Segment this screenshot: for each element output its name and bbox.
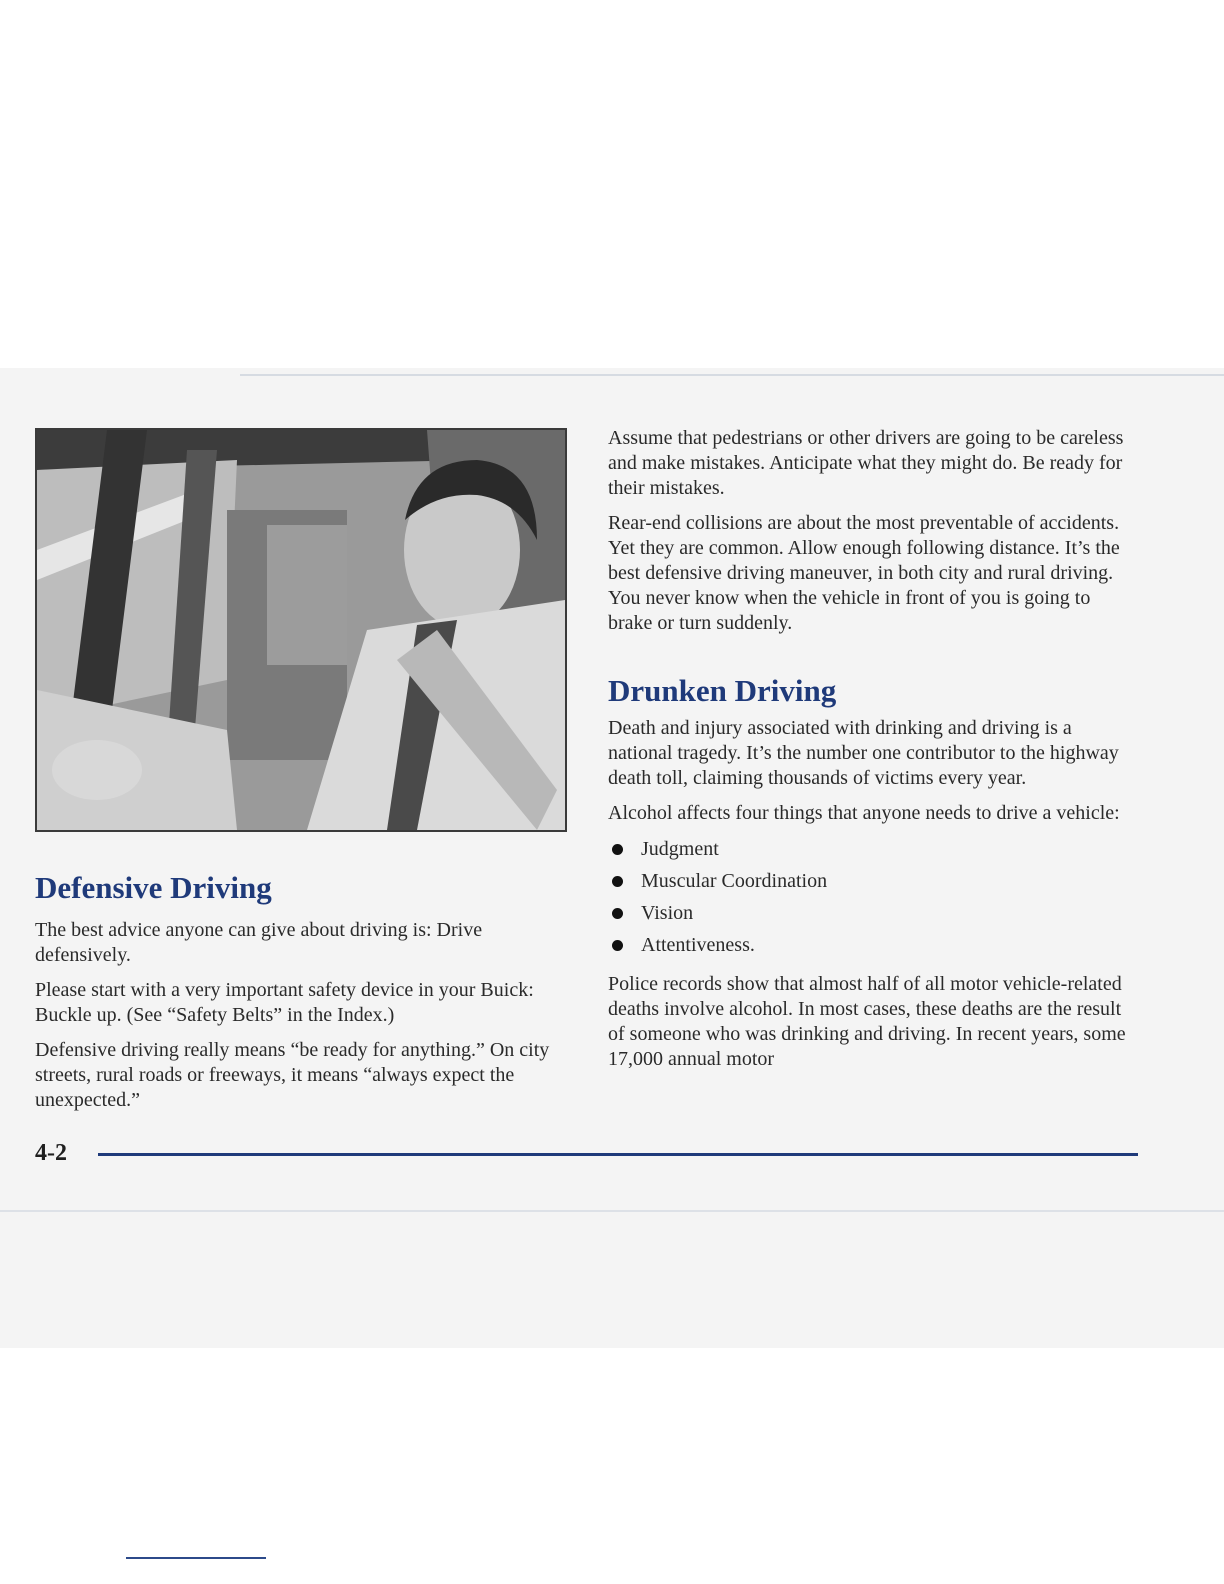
paragraph: Please start with a very important safety device in your Buick: Buckle up. (See “Safety Belts” in the Index.) (35, 979, 534, 1026)
list-item-label: Vision (641, 902, 694, 924)
paragraph: Police records show that almost half of all motor vehicle-related deaths involve alcohol. In most cases, these deaths are the result of someone who was drinking and driving. In recent years, some 17,000 annual motor (608, 973, 1126, 1070)
bullet-icon (612, 940, 623, 951)
left-column-text (35, 918, 565, 1123)
bullet-icon (612, 876, 623, 887)
list-item (608, 900, 1138, 932)
right-column-top-text (608, 426, 1138, 646)
defensive-driving-heading: Defensive Driving (35, 870, 272, 905)
bottom-divider (0, 1210, 1224, 1212)
driver-illustration (35, 428, 567, 832)
list-item (608, 868, 1138, 900)
bullet-icon (612, 844, 623, 855)
list-item-label: Muscular Coordination (641, 870, 828, 892)
list-item (608, 836, 1138, 868)
list-item (608, 932, 1138, 964)
bottom-mark (126, 1557, 266, 1559)
right-column-bottom-text (608, 716, 1138, 1082)
footer-rule (98, 1153, 1138, 1156)
top-divider (240, 374, 1224, 376)
paragraph: Death and injury associated with drinking and driving is a national tragedy. It’s the number one contributor to the highway death toll, claiming thousands of victims every year. (608, 717, 1119, 789)
list-item-label: Attentiveness. (641, 934, 755, 956)
paragraph: Rear-end collisions are about the most preventable of accidents. Yet they are common. Allow enough following distance. It’s the best defensive driving maneuver, in both city and rural driving. You never know when the vehicle in front of you is going to brake or turn suddenly. (608, 512, 1120, 634)
alcohol-effects-list (608, 836, 1138, 964)
paragraph: The best advice anyone can give about driving is: Drive defensively. (35, 919, 483, 966)
page-number: 4-2 (35, 1140, 67, 1166)
list-item-label: Judgment (641, 838, 719, 860)
driver-illustration-art (37, 430, 565, 830)
paragraph: Defensive driving really means “be ready for anything.” On city streets, rural roads or freeways, it means “always expect the unexpected.” (35, 1039, 550, 1111)
paragraph: Assume that pedestrians or other drivers are going to be careless and make mistakes. Anticipate what they might do. Be ready for their mistakes. (608, 427, 1124, 499)
bullet-icon (612, 908, 623, 919)
paragraph: Alcohol affects four things that anyone needs to drive a vehicle: (608, 802, 1120, 824)
drunken-driving-heading: Drunken Driving (608, 673, 837, 708)
